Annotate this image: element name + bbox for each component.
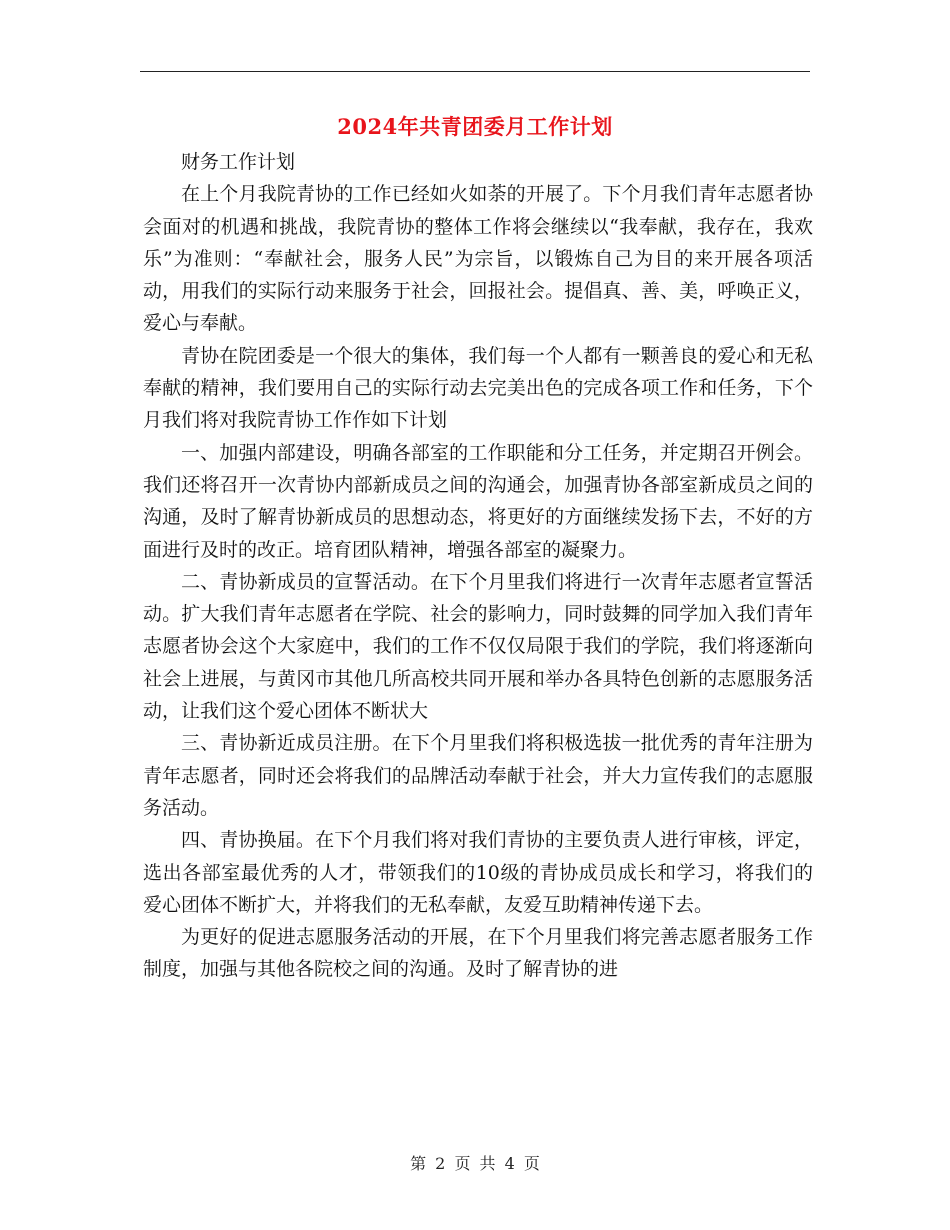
page-number: 第 2 页 共 4 页 — [410, 1154, 540, 1173]
paragraph: 在上个月我院青协的工作已经如火如荼的开展了。下个月我们青年志愿者协会面对的机遇和挑战，我院青协的整体工作将会继续以“我奉献，我存在，我欢乐”为准则：“奉献社会，服务人民”为宗旨，以锻炼自己为目的来开展各项活动，用我们的实际行动来服务于社会，回报社会。提倡真、善、美，呼唤正义，爱心与奉献。 — [143, 183, 813, 335]
document-title: 2024年共青团委月工作计划 — [337, 114, 613, 139]
paragraph: 三、青协新近成员注册。在下个月里我们将积极选拔一批优秀的青年注册为青年志愿者，同时还会将我们的品牌活动奉献于社会，并大力宣传我们的志愿服务活动。 — [143, 732, 813, 819]
paragraph: 二、青协新成员的宣誓活动。在下个月里我们将进行一次青年志愿者宣誓活动。扩大我们青年志愿者在学院、社会的影响力，同时鼓舞的同学加入我们青年志愿者协会这个大家庭中，我们的工作不仅仅局限于我们的学院，我们将逐渐向社会上进展，与黄冈市其他几所高校共同开展和举办各具特色创新的志愿服务活动，让我们这个爱心团体不断状大 — [143, 570, 813, 723]
header-rule — [140, 71, 810, 72]
paragraph: 一、加强内部建设，明确各部室的工作职能和分工任务，并定期召开例会。我们还将召开一次青协内部新成员之间的沟通会，加强青协各部室新成员之间的沟通，及时了解青协新成员的思想动态，将更好的方面继续发扬下去，不好的方面进行及时的改正。培育团队精神，增强各部室的凝聚力。 — [143, 441, 813, 561]
paragraph: 四、青协换届。在下个月我们将对我们青协的主要负责人进行审核，评定，选出各部室最优秀的人才，带领我们的10级的青协成员成长和学习，将我们的爱心团体不断扩大，并将我们的无私奉献，友爱互助精神传递下去。 — [143, 829, 813, 916]
document-body — [143, 146, 813, 986]
paragraph-heading: 财务工作计划 — [181, 151, 296, 173]
paragraph: 青协在院团委是一个很大的集体，我们每一个人都有一颗善良的爱心和无私奉献的精神，我们要用自己的实际行动去完美出色的完成各项工作和任务，下个月我们将对我院青协工作作如下计划 — [143, 344, 813, 432]
paragraph: 为更好的促进志愿服务活动的开展，在下个月里我们将完善志愿者服务工作制度，加强与其他各院校之间的沟通。及时了解青协的进 — [143, 926, 813, 981]
